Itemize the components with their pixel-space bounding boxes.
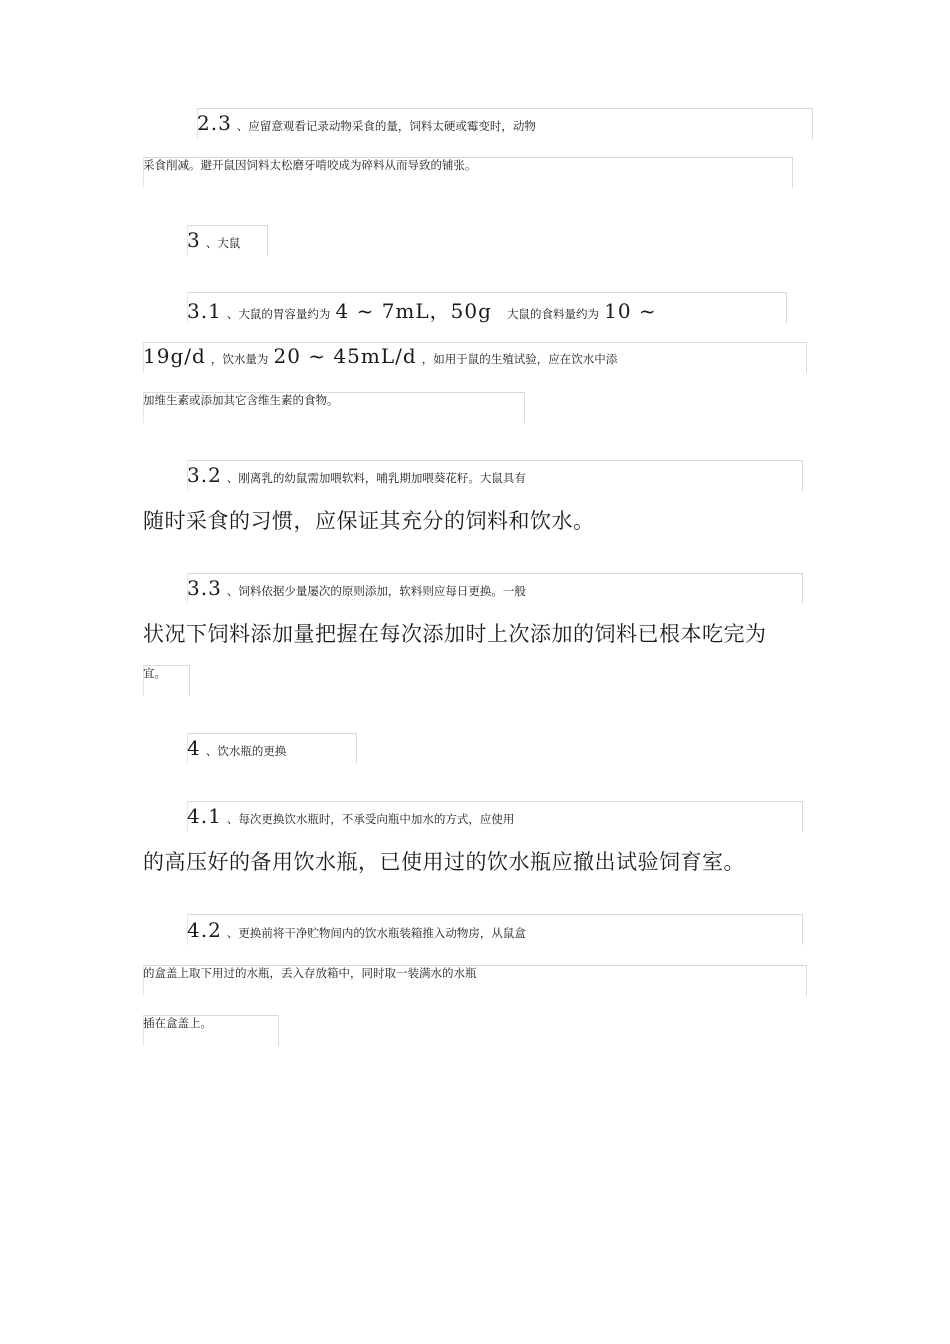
- heading-4: [187, 736, 286, 760]
- paragraph-3-2-line-1: [187, 463, 526, 487]
- paragraph-text: 、饲料依据少量屡次的原则添加，软料则应每日更换。一般: [226, 584, 526, 598]
- value-text: 4 ~ 7mL，50g: [335, 299, 492, 323]
- section-number: 4: [187, 736, 201, 760]
- heading-3: [187, 228, 240, 252]
- heading-text: 、饮水瓶的更换: [205, 744, 287, 758]
- paragraph-text: 、更换前将干净贮物间内的饮水瓶装箱推入动物房，从鼠盒: [226, 926, 526, 940]
- section-number: 3.2: [187, 463, 222, 487]
- section-number: 4.2: [187, 918, 222, 942]
- paragraph-4-1-line-1: [187, 804, 514, 828]
- paragraph-text: 大鼠的食料量约为: [507, 307, 600, 321]
- section-number: 3: [187, 228, 201, 252]
- heading-text: 、大鼠: [205, 236, 241, 250]
- paragraph-3-1-line-1: [187, 295, 657, 324]
- section-number: 4.1: [187, 804, 222, 828]
- paragraph-3-3-line-1: [187, 576, 526, 600]
- section-number: 3.1: [187, 299, 222, 323]
- paragraph-3-3-line-2: 状况下饲料添加量把握在每次添加时上次添加的饲料已根本吃完为: [143, 622, 767, 646]
- paragraph-4-2-line-1: [187, 918, 526, 942]
- paragraph-3-1-line-3: 加维生素或添加其它含维生素的食物。: [143, 393, 339, 407]
- paragraph-2-3-line-2: 采食削减。避开鼠因饲料太松磨牙啃咬成为碎料从而导致的铺张。: [143, 158, 477, 172]
- paragraph-3-3-line-3: 宜。: [143, 666, 166, 680]
- value-text: 19g/d: [143, 344, 206, 368]
- paragraph-2-3-line-1: [197, 111, 536, 135]
- paragraph-4-2-line-3: 插在盒盖上。: [143, 1016, 212, 1030]
- value-text: 20 ~ 45mL/d: [273, 344, 417, 368]
- paragraph-4-2-line-2: 的盒盖上取下用过的水瓶，丢入存放箱中，同时取一装满水的水瓶: [143, 966, 477, 980]
- section-number: 3.3: [187, 576, 222, 600]
- paragraph-4-1-line-2: 的高压好的备用饮水瓶，已使用过的饮水瓶应撤出试验饲育室。: [143, 850, 745, 874]
- paragraph-text: ，饮水量为: [210, 352, 269, 366]
- paragraph-text: ，如用于鼠的生殖试验，应在饮水中添: [421, 352, 618, 366]
- paragraph-text: 、大鼠的胃容量约为: [226, 307, 331, 321]
- paragraph-text: 、应留意观看记录动物采食的量，饲料太硬或霉变时，动物: [236, 119, 536, 133]
- paragraph-text: 、刚离乳的幼鼠需加喂软料，哺乳期加喂葵花籽。大鼠具有: [226, 471, 526, 485]
- paragraph-3-2-line-2: 随时采食的习惯，应保证其充分的饲料和饮水。: [143, 509, 595, 533]
- value-text: 10 ~: [604, 299, 657, 323]
- section-number: 2.3: [197, 111, 232, 135]
- paragraph-text: 、每次更换饮水瓶时，不承受向瓶中加水的方式，应使用: [226, 812, 515, 826]
- paragraph-3-1-line-2: [143, 344, 617, 368]
